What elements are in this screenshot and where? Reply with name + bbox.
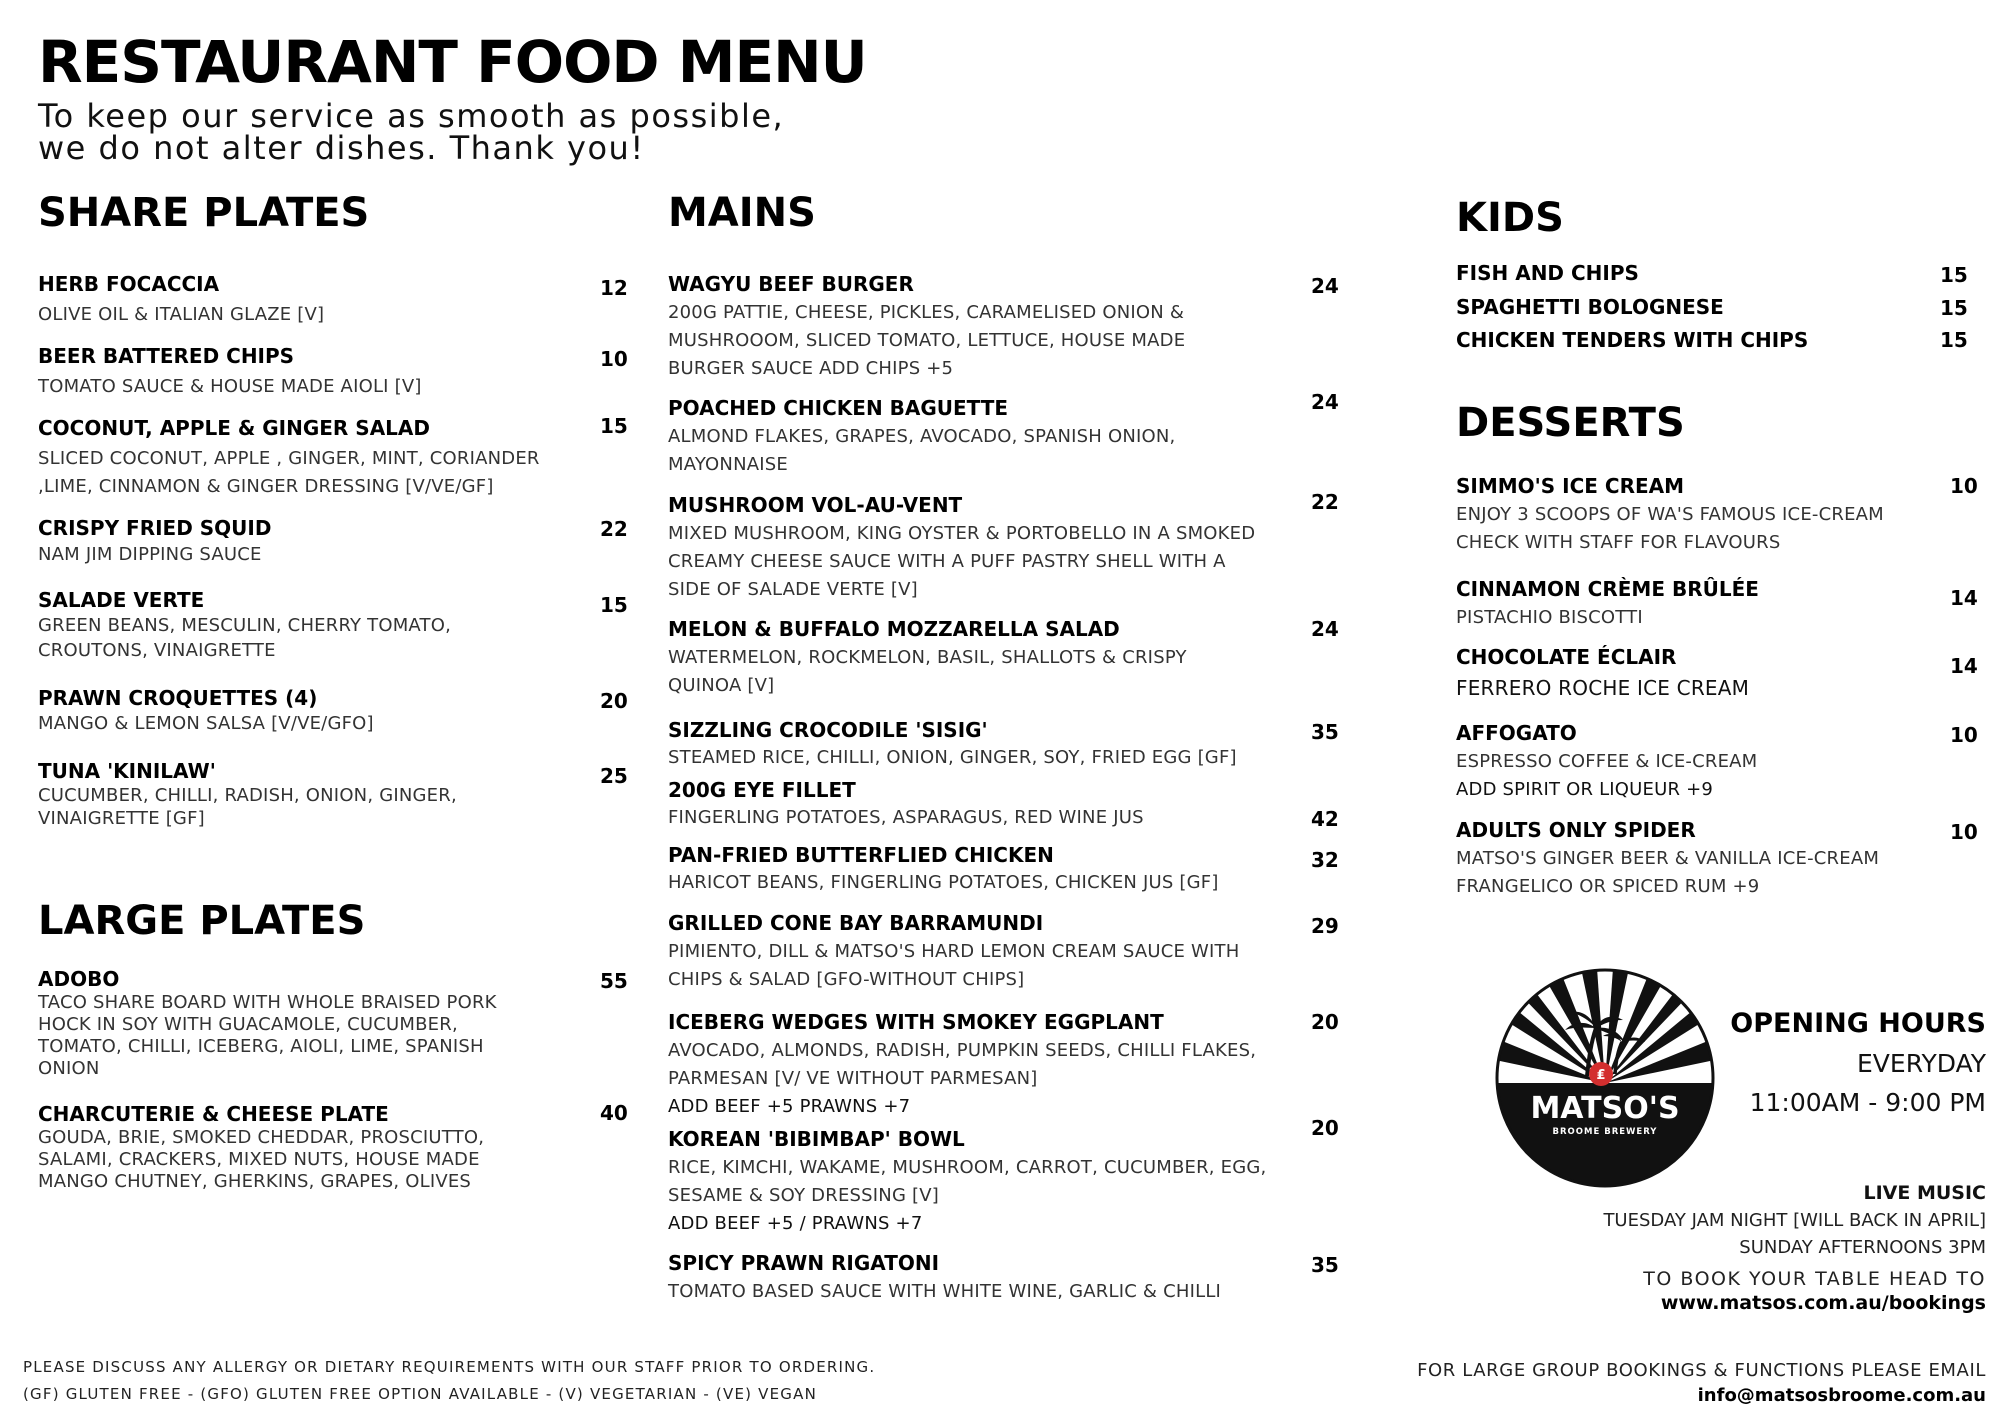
allergy-notice: PLEASE DISCUSS ANY ALLERGY OR DIETARY REQUIREMENTS WITH OUR STAFF PRIOR TO ORDERING. [23,1358,876,1376]
item-desc: ALMOND FLAKES, GRAPES, AVOCADO, SPANISH ONION, [668,426,1176,447]
item-name: BEER BATTERED CHIPS [38,344,295,368]
item-price: 20 [600,689,628,713]
menu-item [1456,261,1639,285]
item-desc: TOMATO SAUCE & HOUSE MADE AIOLI [V] [38,376,422,397]
item-price: 24 [1311,390,1339,414]
item-desc: STEAMED RICE, CHILLI, ONION, GINGER, SOY, FRIED EGG [GF] [668,747,1237,768]
item-price: 25 [600,764,628,788]
item-price: 15 [600,593,628,617]
group-bookings-text: FOR LARGE GROUP BOOKINGS & FUNCTIONS PLEASE EMAIL [1417,1360,1986,1381]
item-price: 14 [1950,586,1978,610]
item-desc: SIDE OF SALADE VERTE [V] [668,579,918,600]
item-price: 24 [1311,617,1339,641]
palm-sunburst-logo [1495,968,1715,1188]
group-bookings [1417,1360,1986,1406]
item-price: 15 [1940,296,1968,320]
opening-hours [1730,1008,1986,1117]
item-desc: MAYONNAISE [668,454,788,475]
item-name: CRISPY FRIED SQUID [38,516,272,540]
item-name: 200G EYE FILLET [668,778,856,802]
item-desc: SLICED COCONUT, APPLE , GINGER, MINT, CORIANDER [38,448,540,469]
item-desc: TOMATO, CHILLI, ICEBERG, AIOLI, LIME, SPANISH [38,1036,484,1057]
item-price: 55 [600,969,628,993]
item-desc: PIMIENTO, DILL & MATSO'S HARD LEMON CREAM SAUCE WITH [668,941,1240,962]
item-name: CHICKEN TENDERS WITH CHIPS [1456,328,1809,352]
menu-item [668,718,1237,771]
opening-times: 11:00AM - 9:00 PM [1749,1088,1986,1117]
item-price: 24 [1311,274,1339,298]
item-desc: AVOCADO, ALMONDS, RADISH, PUMPKIN SEEDS, CHILLI FLAKES, [668,1040,1257,1061]
menu-item [1456,721,1757,804]
item-price: 14 [1950,654,1978,678]
menu-item [1456,577,1759,632]
opening-hours-title: OPENING HOURS [1730,1008,1986,1039]
item-desc: GOUDA, BRIE, SMOKED CHEDDAR, PROSCIUTTO, [38,1127,485,1148]
item-desc: MANGO & LEMON SALSA [V/VE/GFO] [38,713,374,734]
item-name: COCONUT, APPLE & GINGER SALAD [38,416,431,440]
item-name: PRAWN CROQUETTES (4) [38,686,318,710]
item-desc: ADD SPIRIT OR LIQUEUR +9 [1456,779,1714,800]
item-name: SPAGHETTI BOLOGNESE [1456,295,1724,319]
menu-item [1456,328,1808,352]
contact-email-link[interactable]: info@matsosbroome.com.au [1697,1385,1986,1406]
item-desc: TOMATO BASED SAUCE WITH WHITE WINE, GARLIC & CHILLI [668,1281,1222,1302]
item-desc: QUINOA [V] [668,675,775,696]
item-desc: ADD BEEF +5 PRAWNS +7 [668,1096,911,1117]
item-desc: MIXED MUSHROOM, KING OYSTER & PORTOBELLO IN A SMOKED [668,523,1256,544]
menu-item [38,1102,484,1193]
item-desc: CROUTONS, VINAIGRETTE [38,640,276,661]
item-price: 35 [1311,720,1339,744]
menu-item [1456,295,1724,319]
menu-item [38,344,422,401]
item-desc: FERRERO ROCHE ICE CREAM [1456,676,1750,700]
logo-brand: MATSO'S [1530,1091,1680,1126]
subtitle-line-1: To keep our service as smooth as possible, [38,97,785,135]
item-name: HERB FOCACCIA [38,272,220,296]
item-desc: ,LIME, CINNAMON & GINGER DRESSING [V/VE/GF] [38,476,494,497]
menu-item [668,1251,1221,1306]
booking-text: TO BOOK YOUR TABLE HEAD TO [1643,1268,1986,1290]
item-price: 42 [1311,807,1339,831]
item-name: SIZZLING CROCODILE 'SISIG' [668,718,988,742]
item-price: 10 [1950,474,1978,498]
item-desc: PISTACHIO BISCOTTI [1456,607,1643,628]
menu-item [668,396,1175,479]
item-desc: ESPRESSO COFFEE & ICE-CREAM [1456,751,1758,772]
item-price: 35 [1311,1253,1339,1277]
share-plates-heading: SHARE PLATES [38,190,370,236]
item-desc: PARMESAN [V/ VE WITHOUT PARMESAN] [668,1068,1038,1089]
live-music [1603,1182,1986,1258]
large-plates-heading: LARGE PLATES [38,898,366,944]
kids-heading: KIDS [1456,195,1564,241]
item-price: 40 [600,1101,628,1125]
live-music-line: TUESDAY JAM NIGHT [WILL BACK IN APRIL] [1603,1210,1986,1231]
item-name: GRILLED CONE BAY BARRAMUNDI [668,911,1044,935]
item-desc: ADD BEEF +5 / PRAWNS +7 [668,1213,923,1234]
booking-link[interactable]: www.matsos.com.au/bookings [1660,1292,1986,1314]
item-desc: SESAME & SOY DRESSING [V] [668,1185,939,1206]
item-price: 10 [600,347,628,371]
item-desc: BURGER SAUCE ADD CHIPS +5 [668,358,954,379]
menu-subtitle [38,97,785,167]
item-desc: HOCK IN SOY WITH GUACAMOLE, CUCUMBER, [38,1014,458,1035]
item-desc: OLIVE OIL & ITALIAN GLAZE [V] [38,304,325,325]
menu-item [668,843,1219,896]
item-price: 32 [1311,848,1339,872]
menu-item [668,272,1185,383]
subtitle-line-2: we do not alter dishes. Thank you! [38,129,645,167]
item-name: CHOCOLATE ÉCLAIR [1456,645,1677,669]
item-desc: CHECK WITH STAFF FOR FLAVOURS [1456,532,1781,553]
item-desc: VINAIGRETTE [GF] [38,808,205,829]
item-price: 22 [600,517,628,541]
item-price: 22 [1311,490,1339,514]
item-name: KOREAN 'BIBIMBAP' BOWL [668,1127,965,1151]
item-desc: FINGERLING POTATOES, ASPARAGUS, RED WINE JUS [668,807,1144,828]
item-price: 20 [1311,1116,1339,1140]
item-desc: RICE, KIMCHI, WAKAME, MUSHROOM, CARROT, CUCUMBER, EGG, [668,1157,1267,1178]
item-price: 29 [1311,914,1339,938]
item-desc: SALAMI, CRACKERS, MIXED NUTS, HOUSE MADE [38,1149,480,1170]
menu-item [38,416,540,501]
menu-item [668,493,1255,604]
item-desc: NAM JIM DIPPING SAUCE [38,544,262,565]
menu-item [38,272,324,329]
item-price: 15 [600,414,628,438]
menu-item [38,759,457,830]
item-desc: MANGO CHUTNEY, GHERKINS, GRAPES, OLIVES [38,1171,472,1192]
item-name: SIMMO'S ICE CREAM [1456,474,1685,498]
menu-item [1456,818,1879,901]
item-desc: TACO SHARE BOARD WITH WHOLE BRAISED PORK [38,992,497,1013]
item-name: SPICY PRAWN RIGATONI [668,1251,940,1275]
item-desc: HARICOT BEANS, FINGERLING POTATOES, CHICKEN JUS [GF] [668,872,1219,893]
menu-item [38,967,497,1080]
menu-item [1456,645,1749,702]
menu-item [668,1127,1266,1238]
item-desc: WATERMELON, ROCKMELON, BASIL, SHALLOTS & CRISPY [668,647,1187,668]
menu-item [668,617,1187,700]
item-desc: ONION [38,1058,100,1079]
menu-title: RESTAURANT FOOD MENU [38,28,867,96]
item-name: FISH AND CHIPS [1456,261,1639,285]
item-name: ADULTS ONLY SPIDER [1456,818,1696,842]
item-price: 10 [1950,820,1978,844]
menu-item [668,1010,1256,1121]
item-name: WAGYU BEEF BURGER [668,272,914,296]
item-name: PAN-FRIED BUTTERFLIED CHICKEN [668,843,1054,867]
item-name: SALADE VERTE [38,588,205,612]
item-name: AFFOGATO [1456,721,1577,745]
menu-item [38,516,271,568]
item-price: 20 [1311,1010,1339,1034]
item-desc: FRANGELICO OR SPICED RUM +9 [1456,876,1760,897]
item-name: MUSHROOM VOL-AU-VENT [668,493,963,517]
item-price: 12 [600,276,628,300]
dietary-legend: (GF) GLUTEN FREE - (GFO) GLUTEN FREE OPTION AVAILABLE - (V) VEGETARIAN - (VE) VEGAN [23,1385,817,1403]
item-price: 15 [1940,263,1968,287]
menu-item [38,686,374,736]
item-price: 10 [1950,723,1978,747]
opening-days: EVERYDAY [1857,1049,1986,1078]
menu-item [668,778,1144,831]
desserts-heading: DESSERTS [1456,400,1685,446]
item-name: CHARCUTERIE & CHEESE PLATE [38,1102,389,1126]
item-desc: CHIPS & SALAD [GFO-WITHOUT CHIPS] [668,969,1025,990]
svg-text:₤: ₤ [1596,1068,1606,1083]
logo-tagline: BROOME BREWERY [1552,1127,1658,1137]
item-name: TUNA 'KINILAW' [38,759,216,783]
item-name: CINNAMON CRÈME BRÛLÉE [1456,577,1759,601]
item-desc: MATSO'S GINGER BEER & VANILLA ICE-CREAM [1456,848,1880,869]
item-desc: GREEN BEANS, MESCULIN, CHERRY TOMATO, [38,615,452,636]
item-desc: 200G PATTIE, CHEESE, PICKLES, CARAMELISED ONION & [668,302,1185,323]
booking-info [1643,1268,1986,1314]
item-desc: MUSHROOOM, SLICED TOMATO, LETTUCE, HOUSE MADE [668,330,1186,351]
item-desc: ENJOY 3 SCOOPS OF WA'S FAMOUS ICE-CREAM [1456,504,1884,525]
menu-item [668,911,1239,994]
item-desc: CUCUMBER, CHILLI, RADISH, ONION, GINGER, [38,785,457,806]
menu-item [1456,474,1884,557]
item-price: 15 [1940,328,1968,352]
item-name: POACHED CHICKEN BAGUETTE [668,396,1009,420]
menu-item [38,588,451,663]
live-music-title: LIVE MUSIC [1863,1182,1986,1204]
item-name: MELON & BUFFALO MOZZARELLA SALAD [668,617,1120,641]
item-desc: CREAMY CHEESE SAUCE WITH A PUFF PASTRY SHELL WITH A [668,551,1226,572]
live-music-line: SUNDAY AFTERNOONS 3PM [1739,1237,1986,1258]
mains-heading: MAINS [668,190,816,236]
item-name: ADOBO [38,967,120,991]
dietary-notes [23,1358,875,1412]
item-name: ICEBERG WEDGES WITH SMOKEY EGGPLANT [668,1010,1164,1034]
